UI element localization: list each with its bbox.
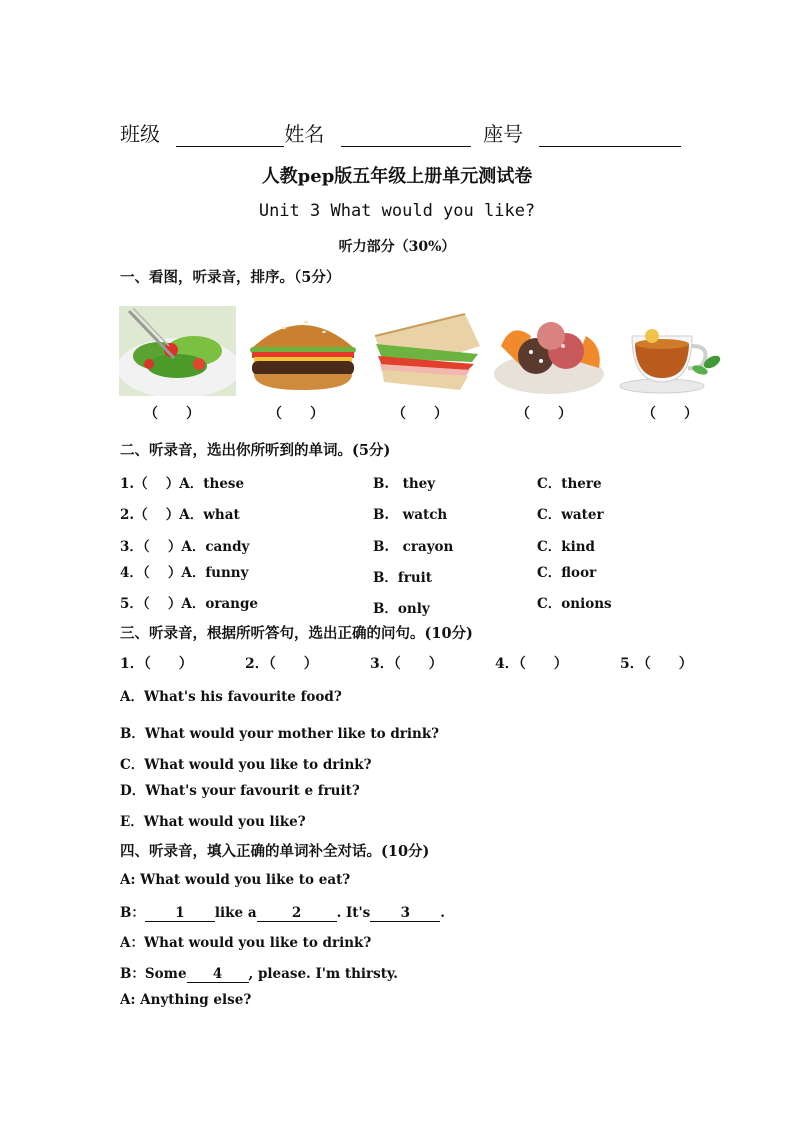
dialogue-line: B：Some 4 , please. I'm thirsty. [120,966,398,982]
picture-order-blank[interactable]: （ ） [268,406,324,422]
fill-blank-1[interactable]: 1 [145,905,215,922]
answer-blank[interactable]: 4．（ ） [495,656,568,672]
section4-heading: 四、听录音，填入正确的单词补全对话。(10分) [120,843,430,860]
question-option: A．What's his favourite food? [120,689,342,705]
picture-order-blank[interactable]: （ ） [144,406,200,422]
student-info-header [120,118,681,147]
question-choice-b: B. they [373,476,436,492]
answer-blank[interactable]: 3．（ ） [370,656,443,672]
question-choice-a[interactable]: 2.（ ）A．what [120,507,240,523]
question-choice-a[interactable]: 3．（ ）A．candy [120,539,250,555]
answer-blank[interactable]: 1．（ ） [120,656,193,672]
picture-order-blank[interactable]: （ ） [392,406,448,422]
question-option: C．What would you like to drink? [120,757,372,773]
salad-icon [119,306,236,396]
hamburger-icon [244,306,361,396]
page-title: 人教pep版五年级上册单元测试卷 [261,166,533,187]
question-choice-a[interactable]: 4．（ ）A．funny [120,565,249,581]
seat-field[interactable] [539,124,681,147]
question-option: B．What would your mother like to drink? [120,726,440,742]
fill-blank-2[interactable]: 2 [257,905,337,922]
question-choice-b: B．only [373,601,430,617]
question-choice-c: C．onions [537,596,612,612]
answer-blank[interactable]: 2．（ ） [245,656,318,672]
seat-label: 座号 [483,122,524,146]
tea-icon [612,306,729,396]
class-label: 班级 [120,122,160,146]
section3-heading: 三、听录音，根据所听答句，选出正确的问句。(10分) [120,625,473,642]
picture-order-blank[interactable]: （ ） [516,406,572,422]
sandwich-icon [370,306,487,396]
name-label: 姓名 [284,122,325,146]
question-choice-c: C．water [537,507,604,523]
question-choice-c: C．there [537,476,602,492]
dialogue-line: A：What would you like to drink? [120,935,372,951]
question-option: E．What would you like? [120,814,306,830]
question-choice-c: C．floor [537,565,597,581]
question-choice-b: B. watch [373,507,448,523]
section2-heading: 二、听录音，选出你所听到的单词。(5分) [120,442,391,459]
ice-cream-icon [491,306,608,396]
picture-order-blank[interactable]: （ ） [642,406,698,422]
name-field[interactable] [341,124,471,147]
dialogue-line: A: Anything else? [120,992,252,1008]
fill-blank-3[interactable]: 3 [370,905,440,922]
question-choice-a[interactable]: 1.（ ）A．these [120,476,245,492]
class-field[interactable] [176,124,284,147]
question-choice-b: B．fruit [373,570,433,586]
question-choice-a[interactable]: 5．（ ）A．orange [120,596,259,612]
question-choice-c: C．kind [537,539,595,555]
dialogue-line: A: What would you like to eat? [120,872,351,888]
fill-blank-4[interactable]: 4 [187,966,249,983]
answer-blank[interactable]: 5．（ ） [620,656,693,672]
unit-subtitle: Unit 3 What would you like? [258,201,536,221]
listening-part-label: 听力部分（30%） [338,239,456,255]
question-choice-b: B. crayon [373,539,454,555]
dialogue-line: B： 1 like a 2 . It's 3 . [120,905,445,921]
section1-heading: 一、看图，听录音，排序。（5分） [120,269,341,286]
question-option: D．What's your favourit e fruit? [120,783,360,799]
